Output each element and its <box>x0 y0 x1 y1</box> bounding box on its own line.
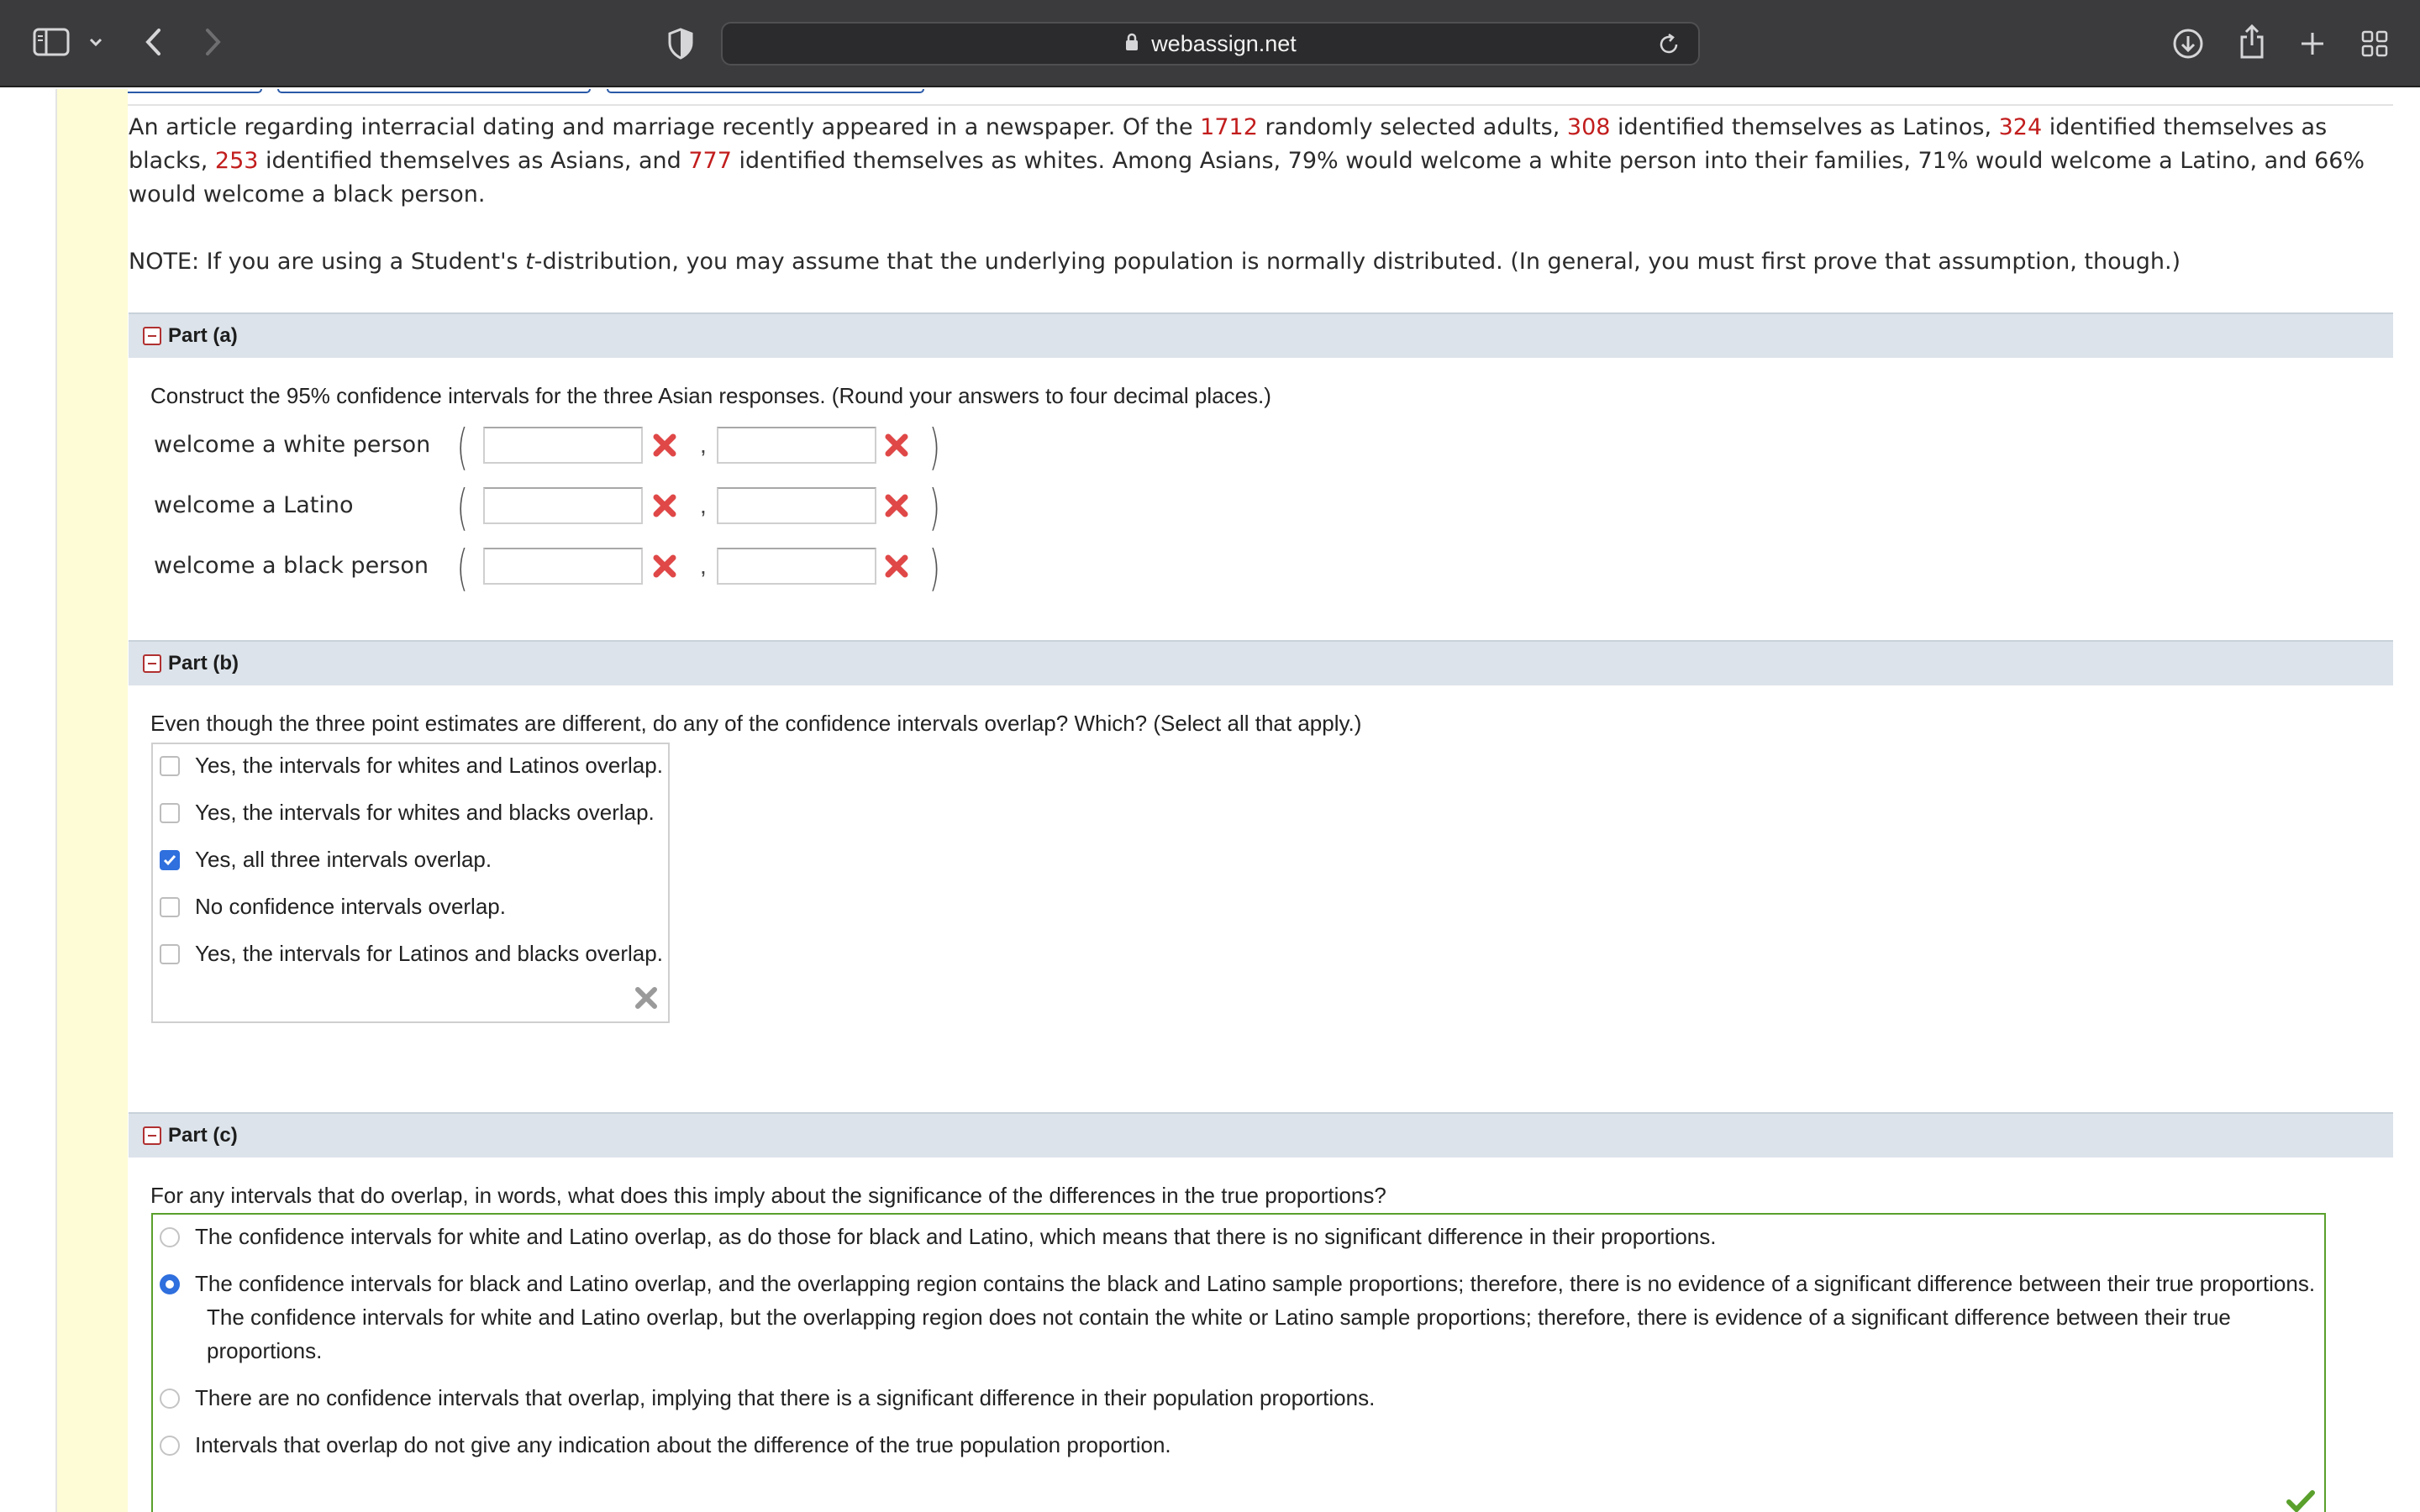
privacy-shield-icon[interactable] <box>664 25 697 62</box>
address-bar[interactable] <box>721 22 1700 66</box>
new-tab-icon[interactable] <box>2296 25 2329 62</box>
wrong-mark-icon <box>881 430 912 460</box>
upper-bound-input[interactable] <box>717 427 876 464</box>
part-b-question: Even though the three point estimates are different, do any of the confidence intervals overlap? Which? (Select all that apply.) <box>150 711 1362 736</box>
wrong-mark-icon <box>650 491 680 521</box>
upper-bound-input[interactable] <box>717 487 876 524</box>
tab-overview-icon[interactable] <box>2358 25 2391 62</box>
checkbox[interactable] <box>160 944 180 964</box>
wrong-mark-icon <box>881 491 912 521</box>
part-a-question: Construct the 95% confidence intervals for the three Asian responses. (Round your answers to four decimal places.) <box>150 383 1271 408</box>
wrong-mark-icon <box>650 551 680 581</box>
separator: , <box>700 432 707 458</box>
open-paren: ( <box>456 479 469 536</box>
back-icon[interactable] <box>138 25 168 59</box>
collapse-icon[interactable] <box>143 654 161 673</box>
sidebar-toggle-icon[interactable] <box>32 27 71 57</box>
radio-button[interactable] <box>160 1436 180 1456</box>
content-top-border <box>55 104 2393 106</box>
radio-button-selected[interactable] <box>160 1274 180 1294</box>
open-paren: ( <box>456 418 469 475</box>
tab-stub[interactable] <box>607 89 924 93</box>
ci-row-black <box>154 539 994 596</box>
separator: , <box>700 553 707 579</box>
checkbox[interactable] <box>160 897 180 917</box>
ci-label: welcome a black person <box>154 553 429 579</box>
ci-row-latino <box>154 479 994 536</box>
part-c-header[interactable] <box>129 1112 2393 1158</box>
lower-bound-input[interactable] <box>483 487 643 524</box>
part-c-answer-box <box>151 1213 2326 1512</box>
note-text: NOTE: If you are using a Student's t-distribution, you may assume that the underlying population is normally distributed. (In general, you must first prove that assumption, though.) <box>129 249 2181 275</box>
question-intro: An article regarding interracial dating and marriage recently appeared in a newspaper. Of the 1712 randomly selected adults, 308 identified themselves as Latinos, 324 identified themselves as blacks, 253 identified themselves as Asians, and 777 identified themselves as whites. Among Asians, 79% would welcome a white person into their families, 71% would welcome a Latino, and 66% would welcome a black person. <box>129 114 2365 207</box>
radio-button[interactable] <box>160 1389 180 1409</box>
close-paren: ) <box>929 539 941 596</box>
checkbox-option[interactable]: Yes, the intervals for Latinos and blacks overlap. <box>160 941 663 967</box>
collapse-icon[interactable] <box>143 327 161 345</box>
part-a-title: Part (a) <box>168 324 238 347</box>
tab-strip-remnant <box>0 89 1008 94</box>
page-content <box>0 89 2420 1512</box>
ci-row-white <box>154 418 994 475</box>
radio-option[interactable]: The confidence intervals for white and Latino overlap, as do those for black and Latino, which means that there is no significant difference in their proportions. <box>160 1220 1716 1253</box>
question-margin-bar <box>55 89 128 1512</box>
share-icon[interactable] <box>2235 22 2269 62</box>
asian-count: 253 <box>214 148 259 174</box>
checkmark-icon <box>162 853 177 868</box>
checkbox-option[interactable]: Yes, the intervals for whites and blacks overlap. <box>160 800 655 826</box>
checkbox[interactable] <box>160 756 180 776</box>
correct-check-icon <box>2286 1488 2316 1512</box>
wrong-mark-icon <box>650 430 680 460</box>
total-count: 1712 <box>1200 114 1258 140</box>
browser-toolbar <box>0 0 2420 87</box>
checkbox-option[interactable]: No confidence intervals overlap. <box>160 894 506 920</box>
wrong-mark-icon <box>881 551 912 581</box>
part-a-header[interactable] <box>129 312 2393 358</box>
radio-option[interactable]: Intervals that overlap do not give any indication about the difference of the true population proportion. <box>160 1428 1171 1462</box>
part-c-question: For any intervals that do overlap, in words, what does this imply about the significance of the differences in the true proportions? <box>150 1183 1386 1208</box>
radio-option[interactable]: There are no confidence intervals that overlap, implying that there is a significant difference in their population proportions. <box>160 1381 1375 1415</box>
chevron-down-icon[interactable] <box>84 30 108 54</box>
close-paren: ) <box>929 418 941 475</box>
reload-icon[interactable] <box>1656 32 1681 61</box>
lower-bound-input[interactable] <box>483 548 643 585</box>
checkbox-checked[interactable] <box>160 850 180 870</box>
part-c-title: Part (c) <box>168 1124 238 1147</box>
checkbox-option[interactable]: Yes, all three intervals overlap. <box>160 847 492 873</box>
close-paren: ) <box>929 479 941 536</box>
collapse-icon[interactable] <box>143 1126 161 1145</box>
url-text: webassign.net <box>1151 30 1297 56</box>
open-paren: ( <box>456 539 469 596</box>
downloads-icon[interactable] <box>2171 25 2205 62</box>
ci-label: welcome a white person <box>154 432 431 458</box>
tab-stub[interactable] <box>277 89 591 93</box>
latino-count: 308 <box>1566 114 1611 140</box>
part-b-answer-box <box>151 743 670 1023</box>
lock-icon <box>1124 32 1139 56</box>
separator: , <box>700 492 707 518</box>
checkbox[interactable] <box>160 803 180 823</box>
black-count: 324 <box>1998 114 2043 140</box>
white-count: 777 <box>688 148 732 174</box>
lower-bound-input[interactable] <box>483 427 643 464</box>
radio-button[interactable] <box>160 1227 180 1247</box>
forward-icon[interactable] <box>198 25 229 59</box>
ci-label: welcome a Latino <box>154 492 354 518</box>
radio-option-selected[interactable]: The confidence intervals for black and Latino overlap, and the overlapping region contains the black and Latino sample proportions; therefore, there is no evidence of a significant difference between their true proportions. The confidence intervals for white and Latino overlap, but the overlapping region does not contain the white or Latino sample proportions; therefore, there is evidence of a significant difference between their true proportions. <box>160 1267 2338 1368</box>
checkbox-option[interactable]: Yes, the intervals for whites and Latinos overlap. <box>160 753 663 779</box>
upper-bound-input[interactable] <box>717 548 876 585</box>
part-b-title: Part (b) <box>168 652 239 675</box>
part-b-header[interactable] <box>129 640 2393 685</box>
incorrect-mark-icon <box>633 984 660 1011</box>
